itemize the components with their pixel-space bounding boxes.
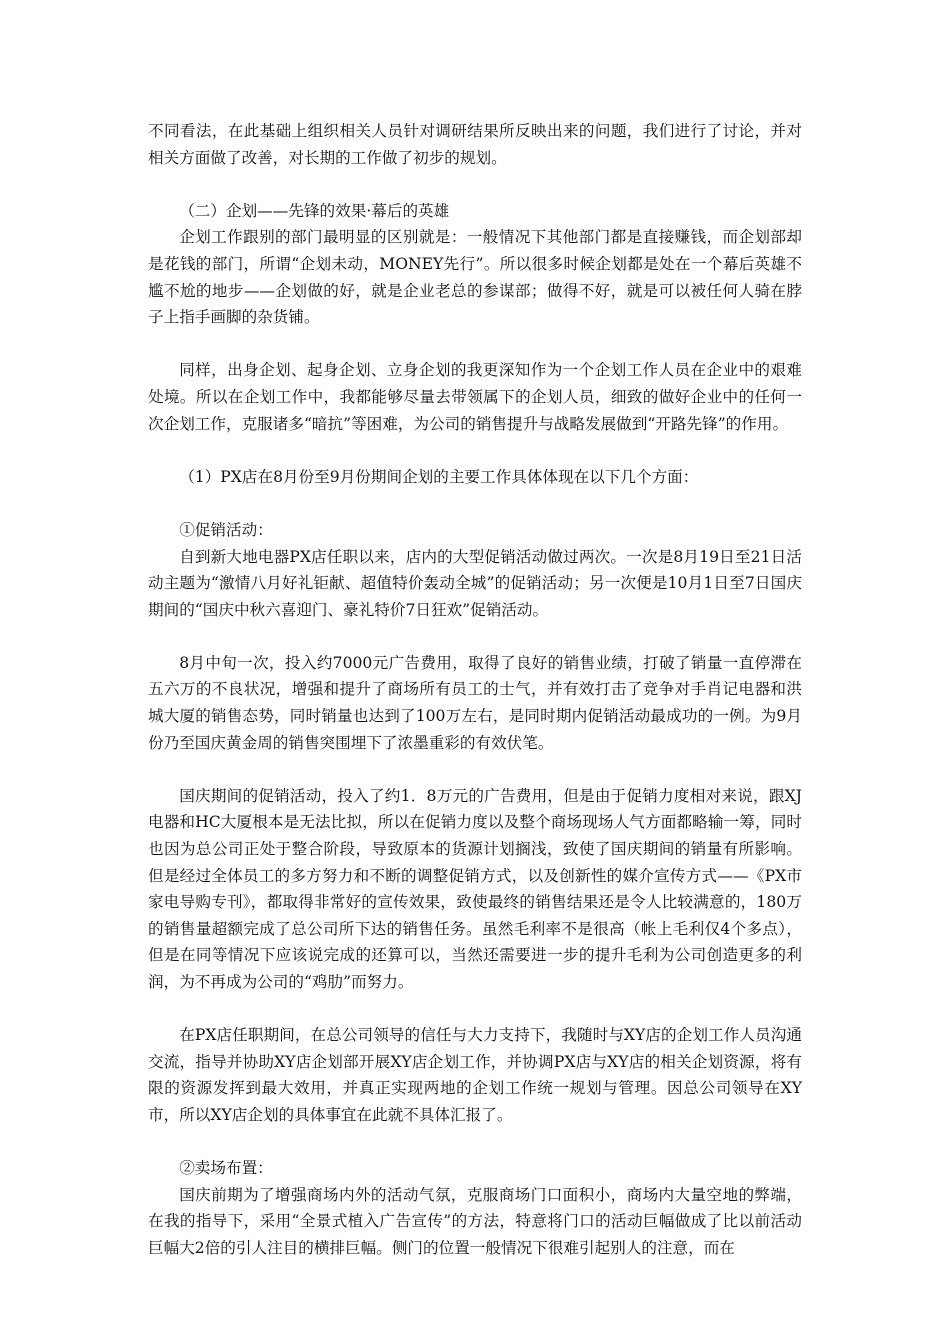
section-heading-planning: （二）企划——先锋的效果·幕后的英雄 <box>179 201 450 220</box>
paragraph-intro-continuation: 不同看法，在此基础上组织相关人员针对调研结果所反映出来的问题，我们进行了讨论，并对相关方面做了改善，对长期的工作做了初步的规划。 <box>148 122 802 167</box>
paragraph-store-layout: 国庆前期为了增强商场内外的活动气氛，克服商场门口面积小，商场内大量空地的弊端，在我的指导下，采用“全景式植入广告宣传”的方法，特意将门口的活动巨幅做成了比以前活动巨幅大2倍的引人注目的横排巨幅。侧门的位置一般情况下很难引起别人的注意，而在 <box>148 1185 802 1257</box>
document-page <box>148 118 802 1262</box>
paragraph-national-day-promotion: 国庆期间的促销活动，投入了约1．8万元的广告费用，但是由于促销力度相对来说，跟XJ电器和HC大厦根本是无法比拟，所以在促销力度以及整个商场现场人气方面都略输一筹，同时也因为总公司正处于整合阶段，导致原本的货源计划搁浅，致使了国庆期间的销量有所影响。但是经过全体员工的多方努力和不断的调整促销方式，以及创新性的媒介宣传方式——《PX市家电导购专刊》，都取得非常好的宣传效果，致使最终的销售结果还是令人比较满意的，180万的销售量超额完成了总公司所下达的销售任务。虽然毛利率不是很高（帐上毛利仅4个多点），但是在同等情况下应该说完成的还算可以，当然还需要进一步的提升毛利为公司创造更多的利润，为不再成为公司的“鸡肋”而努力。 <box>148 786 802 991</box>
paragraph-xy-store-coordination: 在PX店任职期间，在总公司领导的信任与大力支持下，我随时与XY店的企划工作人员沟通交流，指导并协助XY店企划部开展XY店企划工作，并协调PX店与XY店的相关企划资源，将有限的资源发挥到最大效用，并真正实现两地的企划工作统一规划与管理。因总公司领导在XY市，所以XY店企划的具体事宜在此就不具体汇报了。 <box>148 1026 802 1124</box>
item-heading-store-layout: ②卖场布置： <box>179 1159 273 1178</box>
paragraph-planning-difficulty: 同样，出身企划、起身企划、立身企划的我更深知作为一个企划工作人员在企业中的艰难处境。所以在企划工作中，我都能够尽量去带领属下的企划人员，细致的做好企业中的任何一次企划工作，克服诸多“暗抗”等困难，为公司的销售提升与战略发展做到“开路先锋”的作用。 <box>148 361 802 433</box>
paragraph-planning-difference: 企划工作跟别的部门最明显的区别就是：一般情况下其他部门都是直接赚钱，而企划部却是花钱的部门，所谓“企划未动，MONEY先行”。所以很多时候企划都是处在一个幕后英雄不尴不尬的地步——企划做的好，就是企业老总的参谋部；做得不好，就是可以被任何人骑在脖子上指手画脚的杂货铺。 <box>148 228 802 327</box>
subsection-heading-px-store: （1）PX店在8月份至9月份期间企划的主要工作具体体现在以下几个方面： <box>179 467 699 486</box>
item-heading-promotion: ①促销活动： <box>179 520 273 539</box>
paragraph-promotion-events: 自到新大地电器PX店任职以来，店内的大型促销活动做过两次。一次是8月19日至21日活动主题为“激情八月好礼钜献、超值特价轰动全城”的促销活动；另一次便是10月1日至7日国庆期间的“国庆中秋六喜迎门、豪礼特价7日狂欢”促销活动。 <box>148 547 802 619</box>
paragraph-august-promotion: 8月中旬一次，投入约7000元广告费用，取得了良好的销售业绩，打破了销量一直停滞在五六万的不良状况，增强和提升了商场所有员工的士气，并有效打击了竞争对手肖记电器和洪城大厦的销售态势，同时销量也达到了100万左右，是同时期内促销活动最成功的一例。为9月份乃至国庆黄金周的销售突围埋下了浓墨重彩的有效伏笔。 <box>148 653 802 752</box>
